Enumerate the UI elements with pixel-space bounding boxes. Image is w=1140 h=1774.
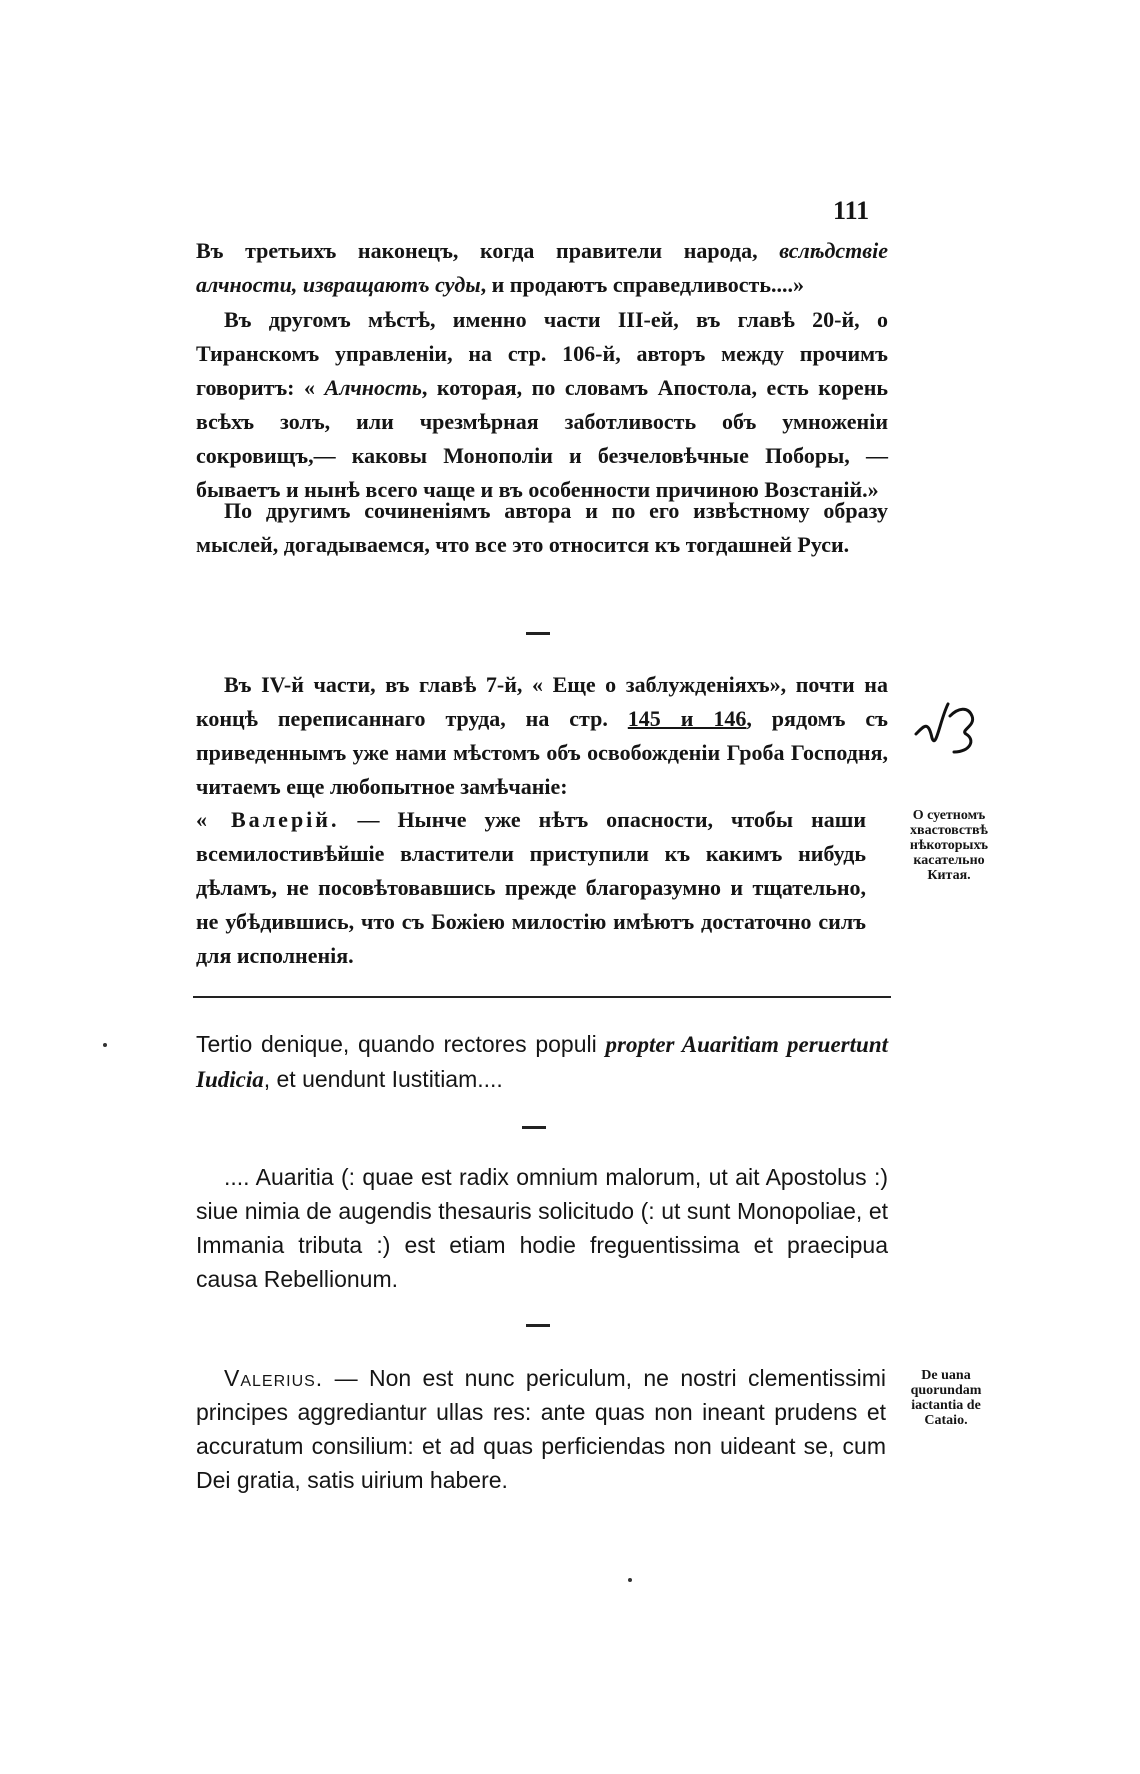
russian-paragraph-5 <box>196 803 866 973</box>
section-dash-3 <box>526 1324 550 1327</box>
russian-paragraph-1 <box>196 234 888 302</box>
margin-note-russian: О суетномъ хвастовствѣ нѣкоторыхъ касательно Китая. <box>909 808 989 883</box>
latin-p1-end: , et uendunt Iustitiam.... <box>263 1066 503 1092</box>
russian-p4-pages: 145 и 146 <box>627 706 747 731</box>
margin-note-latin: De uana quorundam iactantia de Cataio. <box>910 1368 982 1428</box>
russian-p2-start: Въ другомъ мѣстѣ, именно части III-ей, въ главѣ 20-й, о Тиранскомъ управленіи, на стр. 106-й, авторъ между прочимъ говоритъ: « <box>196 307 888 400</box>
page-number: 111 <box>833 196 870 225</box>
section-dash-1 <box>526 632 550 635</box>
russian-paragraph-4 <box>196 668 888 804</box>
russian-p1-start: Въ третьихъ наконецъ, когда правители народа, <box>196 238 780 263</box>
russian-p2-end: , которая, по словамъ Апостола, есть корень всѣхъ золъ, или чрезмѣрная заботливость объ умноженіи сокровищъ,— каковы Монополіи и безчеловѣчные Поборы, — бываетъ и нынѣ всего чаще и въ особенности причиною Возстаній.» <box>196 375 888 502</box>
latin-paragraph-1 <box>196 1027 888 1097</box>
latin-paragraph-3 <box>196 1361 886 1497</box>
russian-p3: По другимъ сочиненіямъ автора и по его извѣстному образу мыслей, догадываемся, что все это относится къ тогдашней Руси. <box>196 498 888 557</box>
russian-p2-emphasis: Алчность <box>324 375 422 400</box>
latin-p1-emphasis: propter Auaritiam peruertunt Iudicia <box>196 1032 888 1092</box>
russian-p1-end: , и продаютъ справедливость....» <box>480 272 804 297</box>
russian-p4-start: Въ IV-й части, въ главѣ 7-й, « Еще о заблужденіяхъ», почти на концѣ переписаннаго труда, на стр. <box>196 672 888 731</box>
bottom-dot <box>628 1578 632 1582</box>
russian-p5-text: — Нынче уже нѣтъ опасности, чтобы наши всемилостивѣйшіе властители приступили къ какимъ нибудь дѣламъ, не посовѣтовавшись прежде благоразумно и тщательно, не убѣдившись, что съ Божіею милостію имѣютъ достаточно силъ для исполненія. <box>196 807 866 968</box>
latin-p2: .... Auaritia (: quae est radix omnium malorum, ut ait Apostolus :) siue nimia de augendis thesauris solicitudo (: ut sunt Monopoliae, et Immania tributa :) est etiam hodie freguentissima et praecipua causa Rebellionum. <box>196 1164 888 1292</box>
russian-p1-emphasis: вслѣдствіе алчности, извращаютъ суды <box>196 238 888 297</box>
latin-p3-text: — Non est nunc periculum, ne nostri clementissimi principes aggrediantur ullas res: ante quas non ineant prudens et accuratum consilium: et ad quas perficiendas non uideant se, cum Dei gratia, satis uirium habere. <box>196 1365 886 1493</box>
russian-p4-end: , рядомъ съ приведеннымъ уже нами мѣстомъ объ освобожденіи Гроба Господня, читаемъ еще любопытное замѣчаніе: <box>196 706 888 799</box>
russian-paragraph-2 <box>196 303 888 507</box>
margin-dot <box>103 1043 107 1047</box>
section-dash-2 <box>522 1126 546 1129</box>
handwritten-mark-icon <box>910 690 996 762</box>
russian-paragraph-3 <box>196 494 888 562</box>
latin-speaker: Valerius. <box>224 1365 324 1391</box>
russian-speaker: « Валерій. <box>196 807 340 832</box>
latin-p1-start: Tertio denique, quando rectores populi <box>196 1031 606 1057</box>
divider-rule <box>193 996 891 998</box>
latin-paragraph-2 <box>196 1160 888 1296</box>
